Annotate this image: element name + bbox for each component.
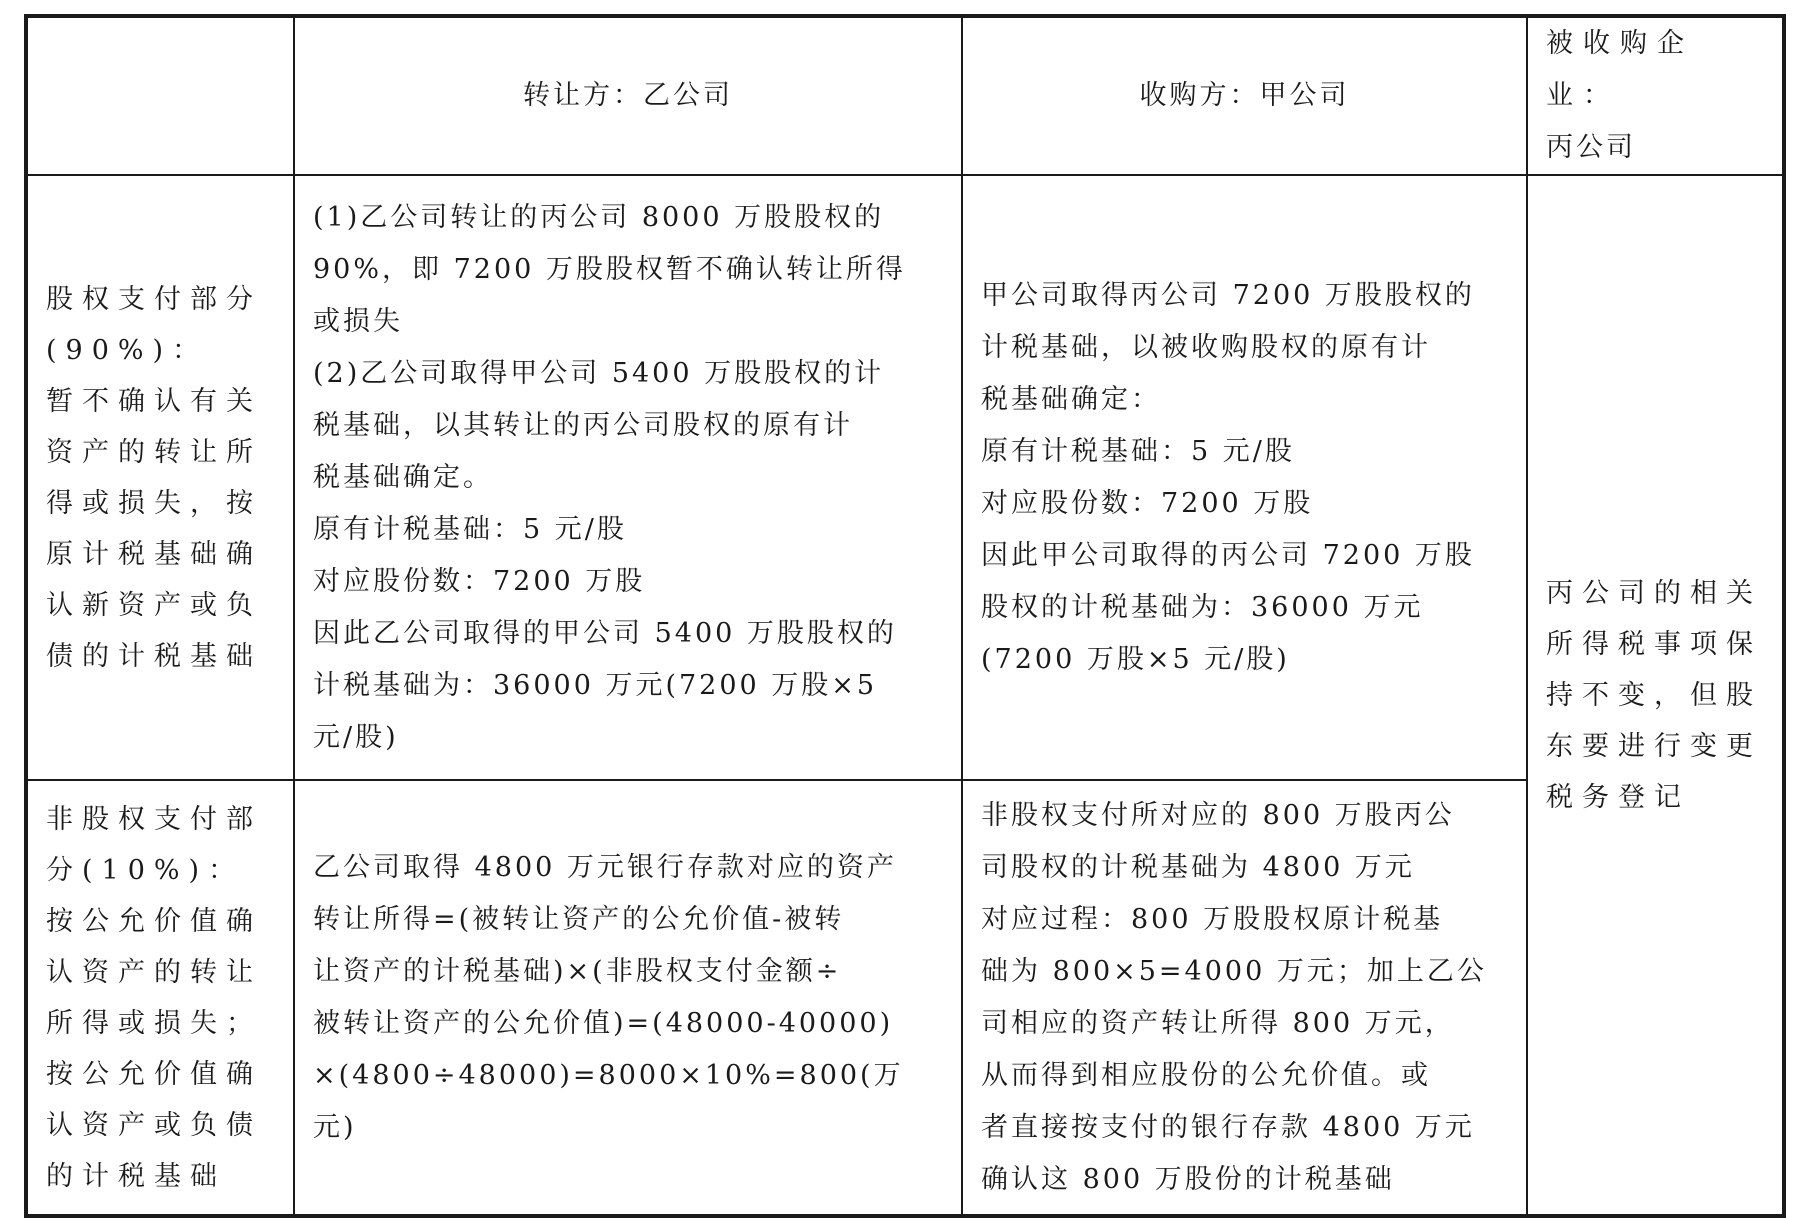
equity-label-line: 得或损失，按 (46, 487, 262, 519)
cell-text-line: 税基础，以其转让的丙公司股权的原有计 (313, 409, 853, 441)
target-header-line1: 被收购企业： (1546, 28, 1694, 111)
cell-text-line: 原有计税基础：5 元/股 (313, 513, 627, 545)
non-equity-label-line: 认资产的转让 (46, 956, 262, 988)
cell-text-line: 司相应的资产转让所得 800 万元， (981, 1007, 1455, 1039)
cell-text-line: 对应股份数：7200 万股 (981, 487, 1314, 519)
tax-treatment-table (24, 14, 1786, 1218)
cell-text-line: 股权的计税基础为：36000 万元 (981, 591, 1424, 623)
cell-text-line: 因此甲公司取得的丙公司 7200 万股 (981, 539, 1475, 571)
cell-text-line: 原有计税基础：5 元/股 (981, 435, 1295, 467)
target-text-line: 丙公司的相关 (1546, 577, 1762, 609)
non-equity-payment-row (26, 780, 1784, 1216)
non-equity-payment-label (26, 780, 294, 1216)
corner-cell (26, 16, 294, 175)
non-equity-transferor-cell (294, 780, 962, 1216)
cell-text-line: (1)乙公司转让的丙公司 8000 万股股权的 (313, 201, 885, 233)
target-text-line: 所得税事项保 (1546, 628, 1762, 660)
cell-text-line: 税基础确定： (981, 383, 1161, 415)
target-text-line: 东要进行变更 (1546, 730, 1762, 762)
acquirer-header: 收购方：甲公司 (962, 16, 1527, 175)
non-equity-label-line: 认资产或负债 (46, 1109, 262, 1141)
non-equity-acquirer-cell (962, 780, 1527, 1216)
target-header (1527, 16, 1784, 175)
header-row (26, 16, 1784, 175)
equity-label-line: (90%)： (46, 334, 209, 366)
target-text-line: 持不变，但股 (1546, 679, 1762, 711)
cell-text-line: (2)乙公司取得甲公司 5400 万股股权的计 (313, 357, 885, 389)
target-company-cell (1527, 175, 1784, 1216)
cell-text-line: 对应股份数：7200 万股 (313, 565, 646, 597)
cell-text-line: 转让所得=(被转让资产的公允价值-被转 (313, 903, 845, 935)
equity-acquirer-cell (962, 175, 1527, 780)
non-equity-label-line: 非股权支付部 (46, 803, 262, 835)
cell-text-line: 税基础确定。 (313, 461, 493, 493)
equity-label-line: 认新资产或负 (46, 589, 262, 621)
target-text-line: 税务登记 (1546, 781, 1690, 813)
equity-label-line: 暂不确认有关 (46, 385, 262, 417)
cell-text-line: (7200 万股×5 元/股) (981, 643, 1290, 675)
non-equity-label-line: 按公允价值确 (46, 905, 262, 937)
cell-text-line: 计税基础为：36000 万元(7200 万股×5 (313, 669, 878, 701)
transferor-header: 转让方：乙公司 (294, 16, 962, 175)
non-equity-label-line: 分(10%)： (46, 854, 245, 886)
cell-text-line: 元) (313, 1111, 357, 1143)
cell-text-line: ×(4800÷48000)=8000×10%=800(万 (313, 1059, 904, 1091)
cell-text-line: 础为 800×5=4000 万元；加上乙公 (981, 955, 1487, 987)
equity-transferor-cell (294, 175, 962, 780)
cell-text-line: 或损失 (313, 305, 403, 337)
target-header-line2: 丙公司 (1546, 132, 1636, 163)
cell-text-line: 司股权的计税基础为 4800 万元 (981, 851, 1415, 883)
cell-text-line: 90%，即 7200 万股股权暂不确认转让所得 (313, 253, 906, 285)
cell-text-line: 从而得到相应股份的公允价值。或 (981, 1059, 1431, 1091)
cell-text-line: 因此乙公司取得的甲公司 5400 万股股权的 (313, 617, 897, 649)
tax-treatment-table-sheet (24, 14, 1782, 1195)
equity-label-line: 债的计税基础 (46, 640, 262, 672)
cell-text-line: 元/股) (313, 721, 399, 753)
equity-label-line: 原计税基础确 (46, 538, 262, 570)
equity-payment-row (26, 175, 1784, 780)
cell-text-line: 非股权支付所对应的 800 万股丙公 (981, 799, 1455, 831)
equity-label-line: 股权支付部分 (46, 283, 262, 315)
cell-text-line: 被转让资产的公允价值)=(48000-40000) (313, 1007, 894, 1039)
cell-text-line: 确认这 800 万股份的计税基础 (981, 1163, 1395, 1195)
non-equity-label-line: 所得或损失； (46, 1007, 262, 1039)
cell-text-line: 让资产的计税基础)×(非股权支付金额÷ (313, 955, 842, 987)
cell-text-line: 计税基础，以被收购股权的原有计 (981, 331, 1431, 363)
equity-label-line: 资产的转让所 (46, 436, 262, 468)
non-equity-label-line: 的计税基础 (46, 1160, 226, 1192)
cell-text-line: 对应过程：800 万股股权原计税基 (981, 903, 1444, 935)
cell-text-line: 乙公司取得 4800 万元银行存款对应的资产 (313, 851, 897, 883)
non-equity-label-line: 按公允价值确 (46, 1058, 262, 1090)
cell-text-line: 者直接按支付的银行存款 4800 万元 (981, 1111, 1475, 1143)
cell-text-line: 甲公司取得丙公司 7200 万股股权的 (981, 279, 1475, 311)
equity-payment-label (26, 175, 294, 780)
